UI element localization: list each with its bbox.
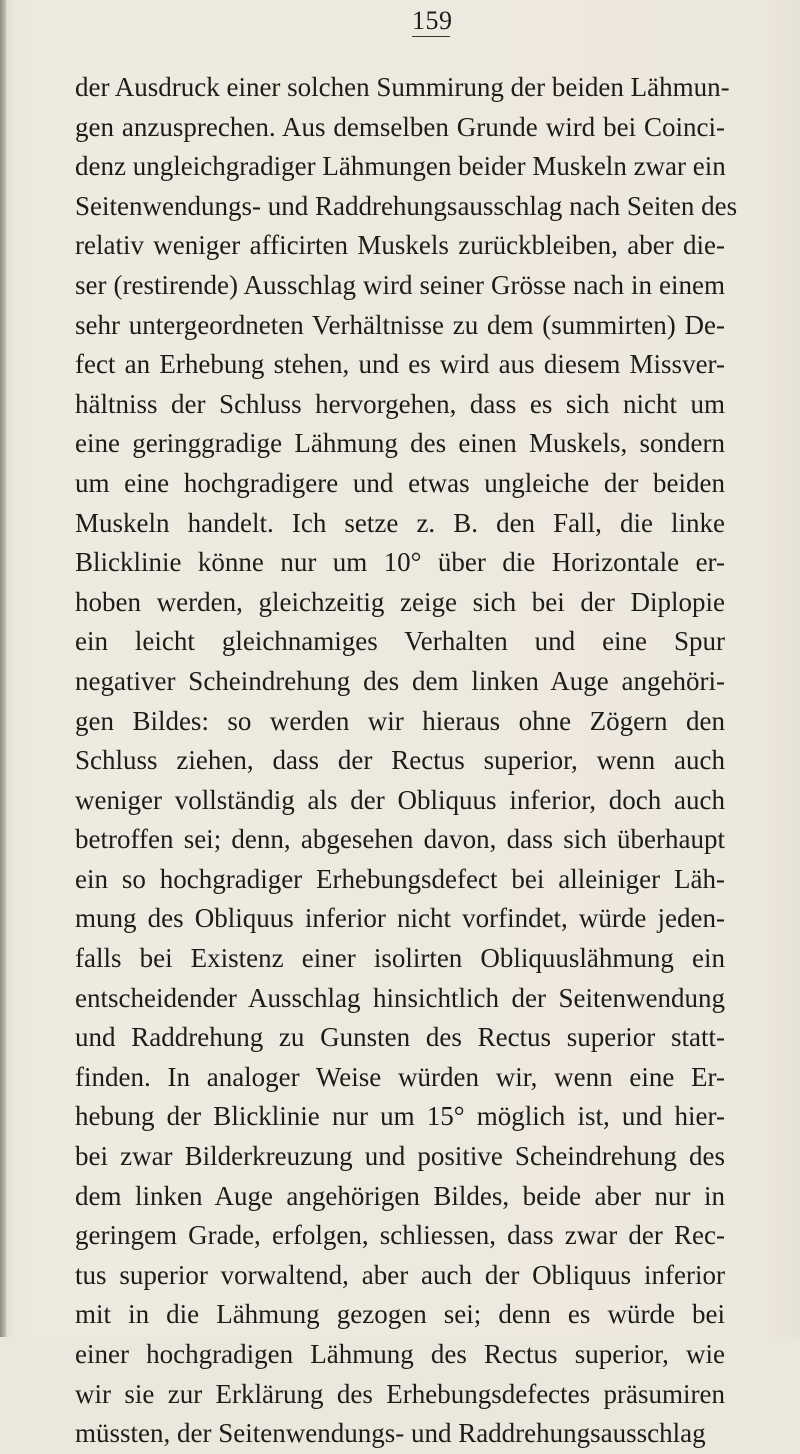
text-line: gen anzusprechen. Aus demselben Grunde wird bei Coinci- bbox=[75, 111, 725, 142]
text-line: und Raddrehung zu Gunsten des Rectus superior statt- bbox=[75, 1022, 725, 1053]
text-line: wir sie zur Erklärung des Erhebungsdefectes präsumiren bbox=[75, 1378, 725, 1409]
text-line: dem linken Auge angehörigen Bildes, beide aber nur in bbox=[75, 1180, 725, 1211]
text-line: Blicklinie könne nur um 10° über die Horizontale er- bbox=[75, 547, 725, 578]
text-line: hältniss der Schluss hervorgehen, dass es sich nicht um bbox=[75, 388, 725, 419]
text-line: mit in die Lähmung gezogen sei; denn es würde bei bbox=[75, 1299, 725, 1330]
text-line: Seitenwendungs- und Raddrehungsausschlag nach Seiten des bbox=[75, 190, 738, 221]
text-line: einer hochgradigen Lähmung des Rectus superior, wie bbox=[75, 1339, 725, 1369]
text-line: denz ungleichgradiger Lähmungen beider Muskeln zwar ein bbox=[75, 151, 726, 182]
text-line: ein so hochgradiger Erhebungsdefect bei alleiniger Läh- bbox=[75, 863, 725, 894]
text-line: gen Bildes: so werden wir hieraus ohne Zögern den bbox=[75, 705, 725, 736]
text-line: entscheidender Ausschlag hinsichtlich der Seitenwendung bbox=[75, 982, 725, 1013]
text-line: relativ weniger afficirten Muskels zurückbleiben, aber die- bbox=[75, 230, 725, 261]
text-line: tus superior vorwaltend, aber auch der Obliquus inferior bbox=[75, 1259, 725, 1290]
text-line: geringem Grade, erfolgen, schliessen, dass zwar der Rec- bbox=[75, 1220, 725, 1251]
page-number-rule bbox=[412, 36, 450, 37]
text-line: bei zwar Bilderkreuzung und positive Scheindrehung des bbox=[75, 1141, 725, 1172]
text-line: hebung der Blicklinie nur um 15° möglich ist, und hier- bbox=[75, 1101, 725, 1132]
text-line: hoben werden, gleichzeitig zeige sich bei der Diplopie bbox=[75, 586, 725, 617]
text-line: sehr untergeordneten Verhältnisse zu dem (summirten) De- bbox=[75, 309, 725, 340]
text-line: eine geringgradige Lähmung des einen Muskels, sondern bbox=[75, 428, 725, 459]
text-line: ser (restirende) Ausschlag wird seiner Grösse nach in einem bbox=[75, 269, 725, 300]
text-line: ein leicht gleichnamiges Verhalten und eine Spur bbox=[75, 626, 725, 657]
text-line: mung des Obliquus inferior nicht vorfindet, würde jeden- bbox=[75, 903, 725, 934]
text-line: um eine hochgradigere und etwas ungleiche der beiden bbox=[75, 467, 725, 498]
text-line: fect an Erhebung stehen, und es wird aus diesem Missver- bbox=[75, 349, 725, 380]
text-line: finden. In analoger Weise würden wir, wenn eine Er- bbox=[75, 1061, 725, 1092]
text-line: negativer Scheindrehung des dem linken Auge angehöri- bbox=[75, 665, 725, 696]
text-line: müssten, der Seitenwendungs- und Raddrehungsausschlag bbox=[75, 1418, 706, 1449]
body-text bbox=[75, 68, 738, 1454]
text-line: falls bei Existenz einer isolirten Obliquuslähmung ein bbox=[75, 943, 725, 974]
text-line: betroffen sei; denn, abgesehen davon, dass sich überhaupt bbox=[75, 824, 725, 855]
text-line: der Ausdruck einer solchen Summirung der beiden Lähmun- bbox=[75, 72, 730, 102]
page-binding-edge bbox=[0, 0, 6, 1337]
text-line: weniger vollständig als der Obliquus inferior, doch auch bbox=[75, 784, 725, 815]
text-line: Muskeln handelt. Ich setze z. B. den Fall, die linke bbox=[75, 507, 725, 538]
page-number: 159 bbox=[412, 6, 453, 35]
text-line: Schluss ziehen, dass der Rectus superior, wenn auch bbox=[75, 745, 725, 776]
